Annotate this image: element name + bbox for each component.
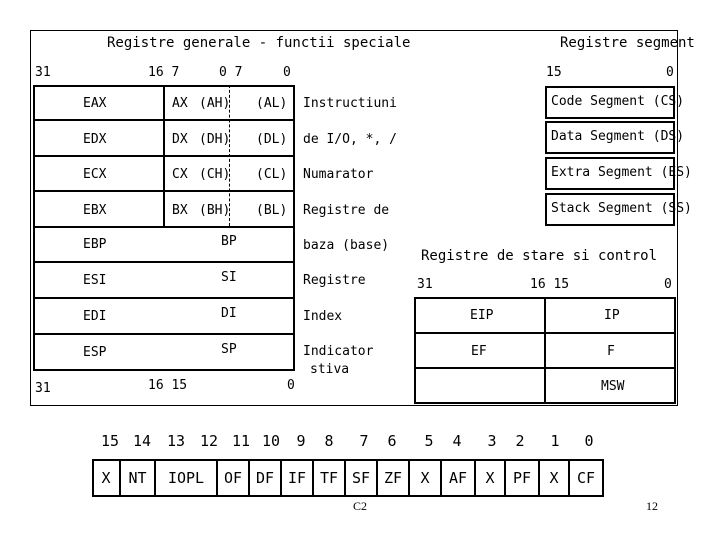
- control-bit-31: 31: [417, 277, 433, 292]
- flag-bit-number: 11: [231, 432, 251, 450]
- page-number: 12: [646, 499, 658, 513]
- flag-bit-number: 0: [584, 432, 594, 450]
- flag-pf: PF: [506, 460, 540, 496]
- flag-bit-number: 9: [296, 432, 306, 450]
- stack-segment-register: Stack Segment (SS): [545, 193, 675, 226]
- flag-bit-number: 14: [132, 432, 152, 450]
- flag-bit-number: 10: [261, 432, 281, 450]
- register-eip: EIP: [470, 308, 494, 323]
- function-label: Index: [303, 309, 343, 324]
- flag-bit-number: 4: [452, 432, 462, 450]
- bit-label-0-bottom: 0: [287, 378, 295, 393]
- segment-registers-title: Registre segment: [560, 35, 695, 51]
- bit-label-31: 31: [35, 65, 51, 80]
- flag-reserved: X: [93, 460, 121, 496]
- register-ip: IP: [604, 308, 620, 323]
- register-di: DI: [221, 306, 237, 321]
- control-bit-0: 0: [664, 277, 672, 292]
- register-si: SI: [221, 270, 237, 285]
- function-label: Registre: [303, 273, 366, 288]
- slide-label: C2: [353, 499, 368, 513]
- bit-label-16-15-bottom: 16 15: [148, 378, 188, 393]
- flag-bit-number: 13: [166, 432, 186, 450]
- register-dh: (DH): [199, 132, 231, 147]
- register-al: (AL): [256, 96, 288, 111]
- register-bl: (BL): [256, 203, 288, 218]
- register-bx: BX: [172, 203, 188, 218]
- register-ef: EF: [471, 344, 487, 359]
- function-label: de I/O, *, /: [303, 132, 397, 147]
- function-label: Indicator: [303, 344, 374, 359]
- flag-bit-number: 5: [424, 432, 434, 450]
- flag-bit-number: 12: [199, 432, 219, 450]
- function-label: Numarator: [303, 167, 374, 182]
- flag-zf: ZF: [378, 460, 410, 496]
- segment-bit-0: 0: [666, 65, 674, 80]
- general-registers-title: Registre generale - functii speciale: [107, 35, 411, 51]
- row-divider: [33, 261, 295, 263]
- flag-iopl: IOPL: [156, 460, 218, 496]
- flag-bit-number: 6: [387, 432, 397, 450]
- control-registers-title: Registre de stare si control: [421, 248, 658, 264]
- row-divider: [33, 297, 295, 299]
- register-dl: (DL): [256, 132, 288, 147]
- register-bp: BP: [221, 234, 237, 249]
- flag-reserved: X: [476, 460, 506, 496]
- register-dx: DX: [172, 132, 188, 147]
- function-label: Instructiuni: [303, 96, 397, 111]
- register-cx: CX: [172, 167, 188, 182]
- column-divider: [163, 85, 165, 226]
- register-eax: EAX: [83, 96, 107, 111]
- register-ax: AX: [172, 96, 188, 111]
- bit-label-0: 0: [283, 65, 291, 80]
- flag-nt: NT: [121, 460, 156, 496]
- register-ebx: EBX: [83, 203, 107, 218]
- flag-bit-number: 3: [487, 432, 497, 450]
- flag-cf: CF: [576, 469, 596, 487]
- flag-if: IF: [282, 460, 314, 496]
- register-ecx: ECX: [83, 167, 107, 182]
- code-segment-register: Code Segment (CS): [545, 86, 675, 119]
- function-label: Registre de: [303, 203, 390, 218]
- flag-reserved: X: [540, 460, 570, 496]
- segment-bit-15: 15: [546, 65, 562, 80]
- register-ebp: EBP: [83, 237, 107, 252]
- register-sp: SP: [221, 342, 237, 357]
- flag-bit-number: 7: [359, 432, 369, 450]
- register-edx: EDX: [83, 132, 107, 147]
- row-divider: [33, 226, 295, 228]
- bit-label-16-7: 16 7: [148, 65, 180, 80]
- register-esi: ESI: [83, 273, 107, 288]
- bit-label-0-7: 0 7: [219, 65, 243, 80]
- extra-segment-register: Extra Segment (ES): [545, 157, 675, 190]
- register-edi: EDI: [83, 309, 107, 324]
- register-ch: (CH): [199, 167, 231, 182]
- register-esp: ESP: [83, 345, 107, 360]
- register-f: F: [607, 344, 615, 359]
- register-msw: MSW: [601, 379, 625, 394]
- flag-df: DF: [250, 460, 282, 496]
- function-label: baza (base): [303, 238, 390, 253]
- register-bh: (BH): [199, 203, 231, 218]
- flag-tf: TF: [314, 460, 346, 496]
- flag-of: OF: [218, 460, 250, 496]
- row-divider: [33, 333, 295, 335]
- register-ah: (AH): [199, 96, 231, 111]
- data-segment-register: Data Segment (DS): [545, 121, 675, 154]
- flag-sf: SF: [346, 460, 378, 496]
- register-cl: (CL): [256, 167, 288, 182]
- flag-reserved: X: [410, 460, 442, 496]
- bit-label-31-bottom: 31: [35, 381, 51, 396]
- control-bit-16-15: 16 15: [530, 277, 570, 292]
- flag-bit-number: 15: [100, 432, 120, 450]
- flag-bit-number: 8: [324, 432, 334, 450]
- function-label: stiva: [310, 362, 350, 377]
- flag-af: AF: [442, 460, 476, 496]
- flag-bit-number: 1: [550, 432, 560, 450]
- flag-bit-number: 2: [515, 432, 525, 450]
- column-divider: [544, 297, 546, 404]
